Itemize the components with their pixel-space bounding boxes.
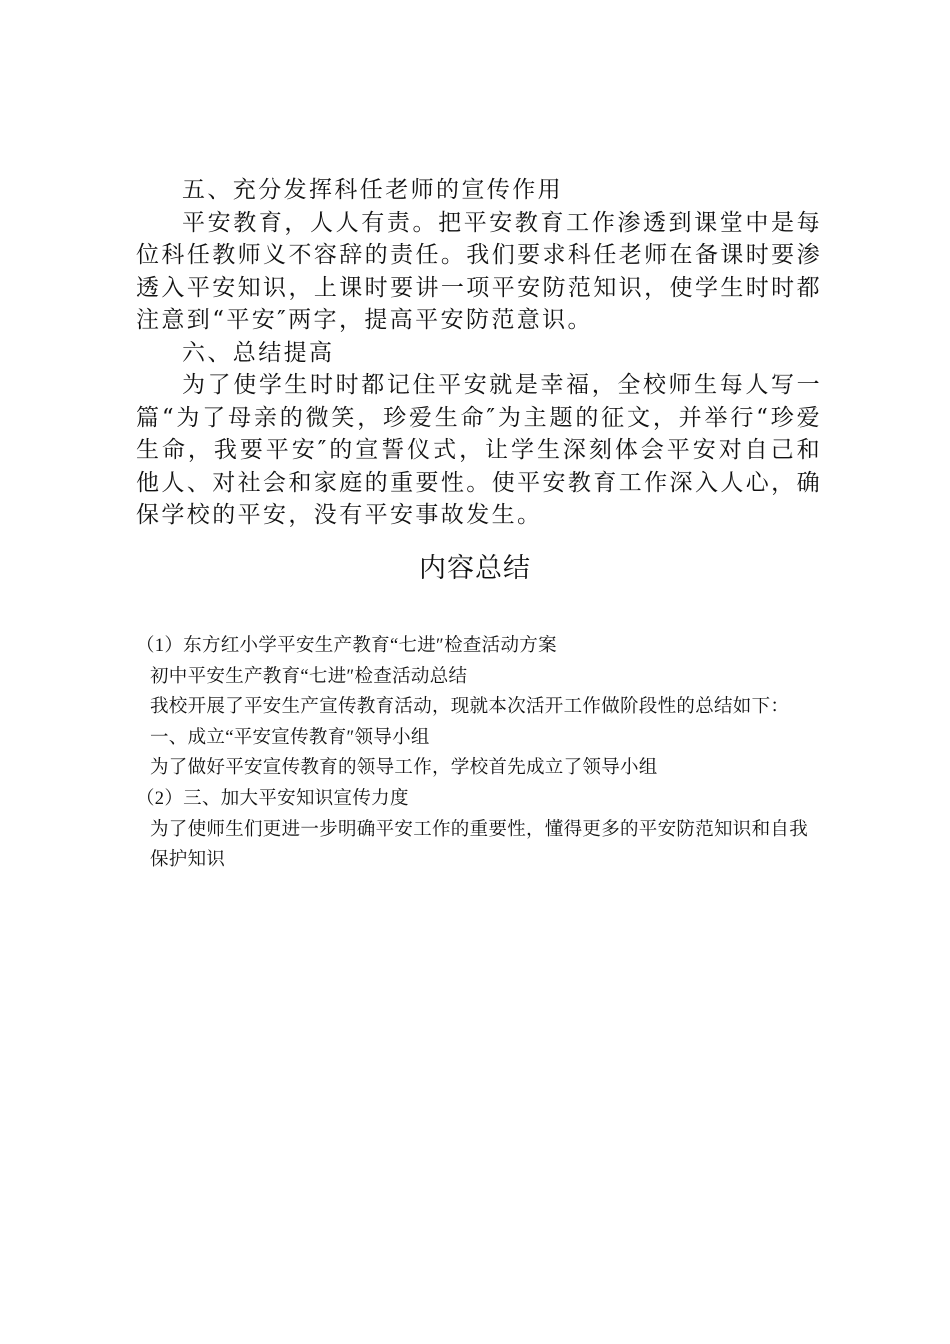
summary-block [136, 631, 822, 876]
summary-title: 内容总结 [419, 553, 531, 584]
main-text-block [136, 174, 822, 532]
summary-line-1: （1）东方红小学平安生产教育“七进″检查活动方案 [136, 636, 557, 656]
section-6-heading: 六、总结提高 [182, 339, 335, 366]
summary-line-2: 初中平安生产教育“七进″检查活动总结 [150, 666, 468, 687]
summary-line-3: 我校开展了平安生产宣传教育活动，现就本次活开工作做阶段性的总结如下： [150, 697, 790, 718]
section-6-body: 为了使学生时时都记住平安就是幸福，全校师生每人写一篇“为了母亲的微笑，珍爱生命″为主题的征文，并举行“珍爱生命，我要平安″的宣誓仪式，让学生深刻体会平安对自己和他人、对社会和家庭的重要性。使平安教育工作深入人心，确保学校的平安，没有平安事故发生。 [136, 372, 822, 528]
summary-line-5: 为了做好平安宣传教育的领导工作，学校首先成立了领导小组 [150, 758, 658, 779]
summary-line-7: 为了使师生们更进一步明确平安工作的重要性，懂得更多的平安防范知识和自我保护知识 [150, 819, 809, 871]
summary-line-4: 一、成立“平安宣传教育″领导小组 [150, 727, 430, 748]
section-5-body: 平安教育，人人有责。把平安教育工作渗透到课堂中是每位科任教师义不容辞的责任。我们要求科任老师在备课时要渗透入平安知识，上课时要讲一项平安防范知识，使学生时时都注意到“平安″两字，提高平安防范意识。 [136, 209, 822, 333]
section-5-heading: 五、充分发挥科任老师的宣传作用 [182, 177, 563, 203]
summary-line-6: （2）三、加大平安知识宣传力度 [136, 788, 409, 809]
